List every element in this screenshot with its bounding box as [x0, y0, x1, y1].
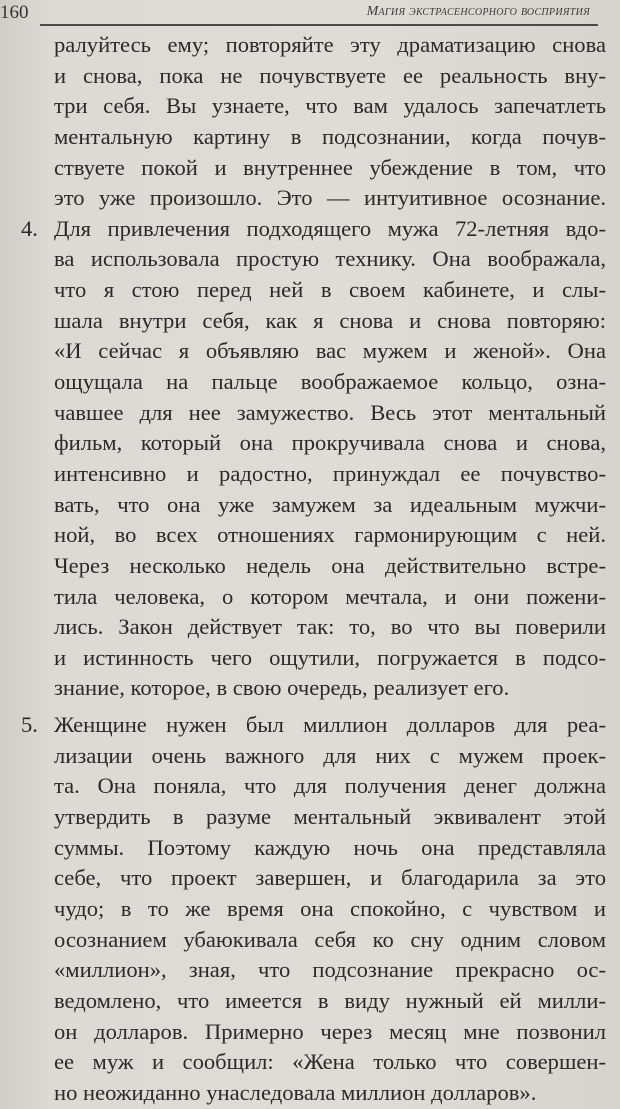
- page-number: 160: [0, 2, 29, 23]
- text-line: ее муж и сообщил: «Жена только что совершен-: [54, 1049, 606, 1075]
- text-line: лись. Закон действует так: то, во что вы поверили: [54, 614, 606, 640]
- list-item-number: 4.: [21, 215, 38, 241]
- continuation-paragraph: [54, 30, 606, 214]
- text-line: осознанием убаюкивала себя ко сну одним словом: [54, 926, 606, 952]
- text-line: тила человека, о котором мечтала, и они пожени-: [54, 583, 606, 609]
- text-line: и снова, пока не почувствуете ее реальность вну-: [54, 62, 606, 88]
- body-text: [21, 30, 606, 1108]
- text-line: Для привлечения подходящего мужа 72-летняя вдо-: [54, 215, 606, 241]
- list-item-5: [21, 710, 606, 1108]
- header-rule: [40, 24, 598, 26]
- text-line: это уже произошло. Это — интуитивное осознание.: [54, 185, 606, 211]
- text-line: он долларов. Примерно через месяц мне позвонил: [54, 1018, 606, 1044]
- text-line: «И сейчас я объявляю вас мужем и женой». Она: [54, 338, 606, 364]
- text-line: Через несколько недель она действительно встре-: [54, 552, 606, 578]
- text-line: вать, что она уже замужем за идеальным мужчи-: [54, 491, 606, 517]
- text-line: знание, которое, в свою очередь, реализует его.: [54, 675, 510, 701]
- text-line: утвердить в разуме ментальный эквивалент этой: [54, 804, 606, 830]
- text-line: ствуете покой и внутреннее убеждение в том, что: [54, 154, 606, 180]
- text-line: ралуйтесь ему; повторяйте эту драматизацию снова: [54, 32, 606, 57]
- text-line: что я стою перед ней в своем кабинете, и слы-: [54, 277, 606, 303]
- text-line: лизации очень важного для них с мужем проек-: [54, 742, 606, 768]
- text-line: ной, во всех отношениях гармонирующим с ней.: [54, 522, 606, 548]
- text-line: ментальную картину в подсознании, когда почув-: [54, 123, 606, 149]
- text-line: три себя. Вы узнаете, что вам удалось запечатлеть: [54, 93, 606, 119]
- text-line: «миллион», зная, что подсознание прекрасно ос-: [54, 957, 606, 983]
- text-line: но неожиданно унаследовала миллион долларов».: [54, 1079, 537, 1105]
- text-line: ва использовала простую технику. Она воображала,: [54, 246, 606, 272]
- text-line: шала внутри себя, как я снова и снова повторяю:: [54, 307, 606, 333]
- list-item-4: [21, 214, 606, 704]
- text-line: суммы. Поэтому каждую ночь она представляла: [54, 834, 606, 860]
- text-line: та. Она поняла, что для получения денег должна: [54, 773, 606, 799]
- text-line: себе, что проект завершен, и благодарила за это: [54, 865, 606, 891]
- text-line: фильм, который она прокручивала снова и снова,: [54, 430, 606, 456]
- text-line: интенсивно и радостно, принуждал ее почувство-: [54, 460, 606, 486]
- text-line: чавшее для нее замужество. Весь этот ментальный: [54, 399, 606, 425]
- running-head: Магия экстрасенсорного восприятия: [366, 4, 590, 19]
- text-line: и истинность чего ощутили, погружается в подсо-: [54, 644, 606, 670]
- text-line: ведомлено, что имеется в виду нужный ей милли-: [54, 987, 606, 1013]
- page-header: [0, 0, 620, 26]
- text-line: чудо; в то же время она спокойно, с чувством и: [54, 895, 606, 921]
- text-line: Женщине нужен был миллион долларов для реа-: [54, 712, 606, 738]
- list-item-number: 5.: [21, 712, 38, 738]
- text-line: ощущала на пальце воображаемое кольцо, озна-: [54, 369, 606, 395]
